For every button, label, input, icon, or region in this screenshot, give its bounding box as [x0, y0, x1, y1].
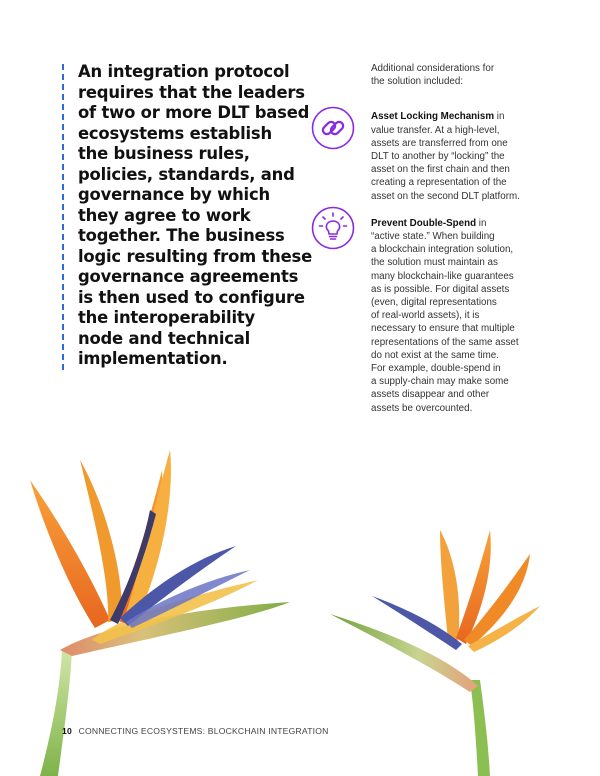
- body-line: assets be overcounted.: [371, 402, 473, 414]
- body-line: assets are transferred from one: [371, 137, 508, 149]
- pullquote-line: implementation.: [78, 349, 228, 368]
- page-footer: [62, 726, 329, 736]
- body-line: (even, digital representations: [371, 297, 497, 309]
- lightbulb-icon: [311, 206, 355, 250]
- body-line: a supply-chain may make some: [371, 376, 509, 388]
- pullquote-line: node and technical: [78, 328, 251, 348]
- body-line: do not exist at the same time.: [371, 349, 499, 361]
- body-line: For example, double-spend in: [371, 363, 501, 375]
- consideration-title-tail: in: [476, 217, 487, 229]
- body-line: assets disappear and other: [371, 389, 490, 401]
- body-line: necessary to ensure that multiple: [371, 323, 515, 335]
- pullquote-line: of two or more DLT based: [78, 103, 310, 122]
- pullquote-line: governance agreements: [78, 267, 299, 286]
- pullquote-line: the business rules,: [78, 144, 250, 163]
- consideration-title-tail: in: [494, 111, 505, 123]
- running-title: CONNECTING ECOSYSTEMS: BLOCKCHAIN INTEGRATION: [78, 726, 329, 736]
- pullquote-line: together. The business: [78, 226, 285, 245]
- consideration-asset-locking: [371, 110, 567, 202]
- consideration-title: Asset Locking Mechanism: [371, 111, 495, 123]
- pullquote-line: logic resulting from these: [78, 246, 313, 266]
- consideration-title: Prevent Double-Spend: [371, 217, 477, 229]
- pullquote-line: ecosystems establish: [78, 123, 272, 143]
- body-line: a blockchain integration solution,: [371, 244, 514, 256]
- body-column: [371, 62, 567, 429]
- body-line: creating a representation of the: [371, 177, 507, 189]
- pullquote-line: the interoperability: [78, 308, 256, 327]
- body-line: asset on the second DLT platform.: [371, 190, 520, 202]
- body-line: as is possible. For digital assets: [371, 283, 510, 295]
- page-number: 10: [62, 726, 72, 736]
- intro-line: the solution included:: [371, 76, 464, 88]
- body-line: the solution must maintain as: [371, 257, 498, 269]
- body-line: representations of the same asset: [371, 336, 519, 348]
- body-line: “active state.” When building: [371, 231, 495, 243]
- body-line: many blockchain-like guarantees: [371, 270, 514, 282]
- consideration-double-spend: [371, 217, 567, 415]
- body-line: DLT to another by “locking” the: [371, 151, 505, 163]
- pullquote-line: governance by which: [78, 185, 270, 204]
- pullquote-accent-bar: [62, 64, 64, 370]
- body-line: value transfer. At a high-level,: [371, 124, 500, 136]
- body-line: asset on the first chain and then: [371, 164, 510, 176]
- intro-paragraph: [371, 62, 567, 88]
- pullquote-line: is then used to configure: [78, 287, 305, 307]
- chain-link-icon: [311, 106, 355, 150]
- pullquote-line: An integration protocol: [78, 62, 290, 81]
- intro-line: Additional considerations for: [371, 63, 495, 74]
- pullquote: [78, 62, 313, 370]
- pullquote-line: policies, standards, and: [78, 164, 295, 184]
- body-line: of real-world assets), it is: [371, 310, 480, 322]
- pullquote-line: requires that the leaders: [78, 82, 305, 102]
- pullquote-line: they agree to work: [78, 205, 251, 225]
